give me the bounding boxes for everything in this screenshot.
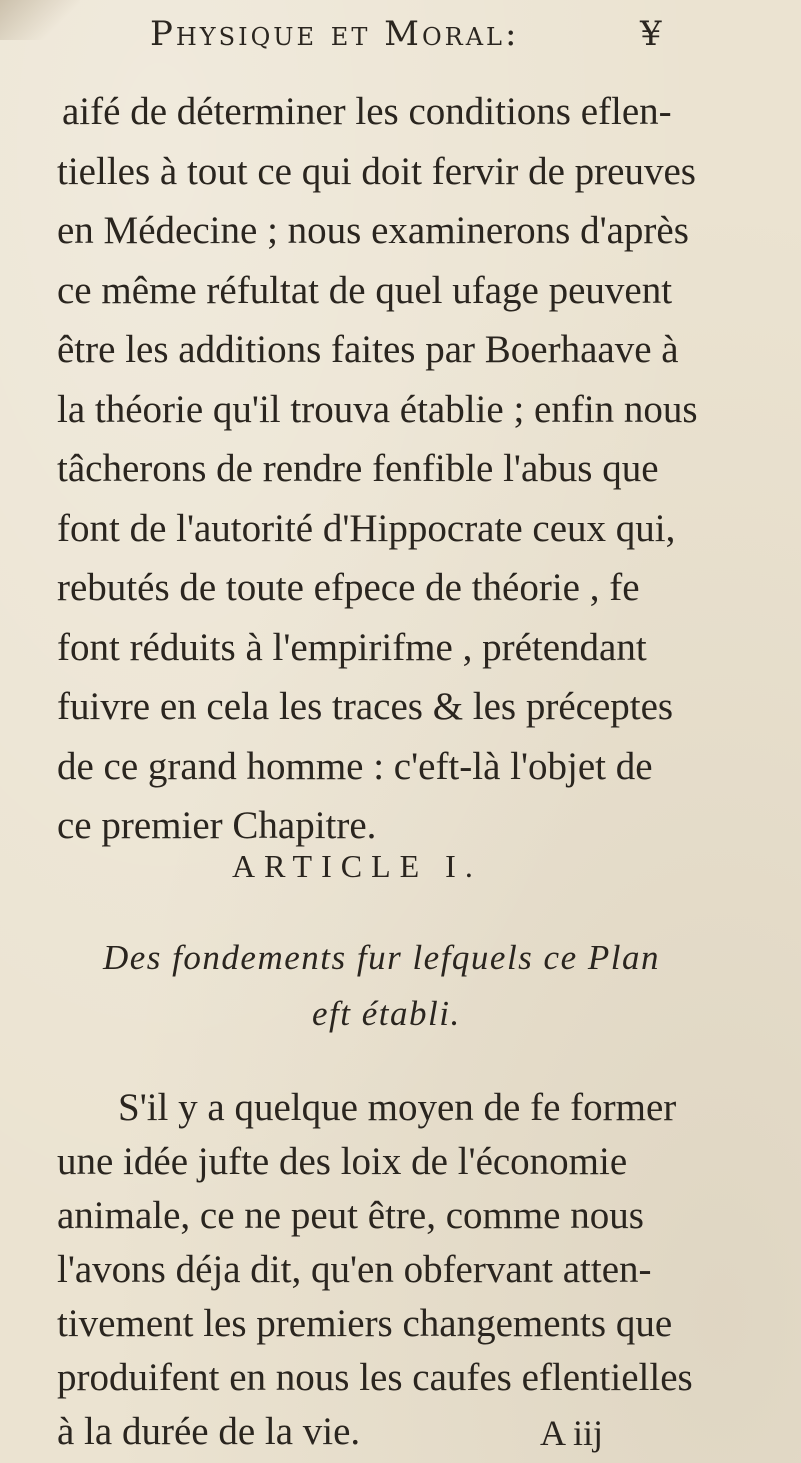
text-line: font de l'autorité d'Hippocrate ceux qui, — [57, 506, 676, 550]
text-line: font réduits à l'empirifme , prétendant — [57, 625, 647, 669]
text-line: tivement les premiers changements que — [57, 1302, 673, 1345]
page-corner-shadow — [0, 0, 80, 40]
running-header — [150, 14, 710, 54]
printer-signature: A iij — [540, 1413, 604, 1453]
text-line: produifent en nous les caufes eflentielles — [57, 1356, 693, 1399]
text-line: une idée jufte des loix de l'économie — [57, 1140, 628, 1183]
text-line: de ce grand homme : c'eft-là l'objet de — [57, 744, 653, 788]
text-line: rebutés de toute efpece de théorie , fe — [57, 566, 640, 609]
text-line: animale, ce ne peut être, comme nous — [57, 1194, 644, 1237]
text-line: fuivre en cela les traces & les préceptes — [57, 685, 674, 728]
text-line: en Médecine ; nous examinerons d'après — [57, 209, 689, 252]
text-line: tâcherons de rendre fenfible l'abus que — [57, 447, 659, 490]
text-line: aifé de déterminer les conditions eflen- — [62, 90, 672, 133]
article-subtitle-line-2: eft établi. — [312, 994, 461, 1033]
article-heading: ARTICLE I. — [232, 848, 482, 884]
text-line: S'il y a quelque moyen de fe former — [118, 1086, 677, 1129]
text-line: à la durée de la vie. — [57, 1410, 361, 1453]
page-folio: ¥ — [640, 14, 665, 54]
text-line: tielles à tout ce qui doit fervir de preuves — [57, 149, 696, 193]
text-line: ce premier Chapitre. — [57, 804, 377, 847]
article-subtitle-line-1: Des fondements fur lefquels ce Plan — [103, 938, 660, 977]
text-line: ce même réfultat de quel ufage peuvent — [57, 268, 673, 312]
text-line: l'avons déja dit, qu'en obfervant atten- — [57, 1248, 652, 1291]
text-line: être les additions faites par Boerhaave à — [57, 328, 679, 371]
text-line: la théorie qu'il trouva établie ; enfin nous — [57, 387, 698, 431]
running-title: Physique et Moral: — [150, 14, 520, 54]
